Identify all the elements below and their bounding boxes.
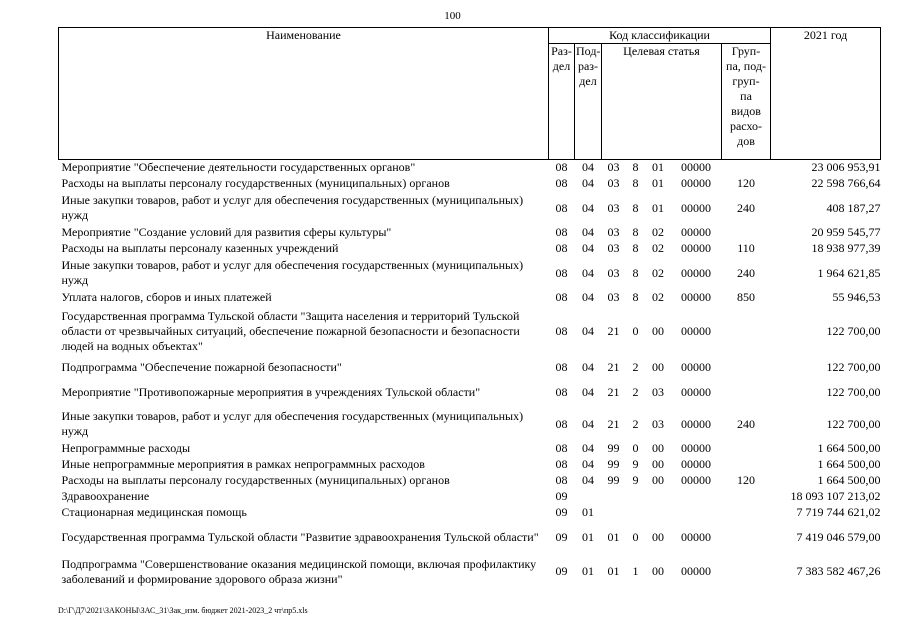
razdel-cell: 09 <box>555 489 568 503</box>
target-program-cell: 21 <box>607 323 620 338</box>
target-subprogram-cell: 2 <box>632 416 639 431</box>
target-program-cell: 03 <box>607 200 620 215</box>
table-row <box>59 521 881 554</box>
target-program-cell: 03 <box>607 225 620 239</box>
razdel-cell: 08 <box>555 225 568 239</box>
target-direction-cell: 00000 <box>681 200 711 215</box>
target-subprogram-cell: 0 <box>632 529 639 544</box>
target-event-cell: 02 <box>652 265 664 280</box>
target-direction-cell: 00000 <box>681 416 711 431</box>
razdel-cell: 08 <box>555 385 568 399</box>
target-event-cell: 02 <box>652 225 664 239</box>
target-subprogram-cell: 9 <box>632 473 639 487</box>
target-event-cell: 03 <box>652 416 664 431</box>
expense-group-cell: 120 <box>737 473 756 487</box>
podrazdel-cell: 04 <box>582 265 594 280</box>
target-program-cell: 03 <box>607 265 620 280</box>
razdel-cell: 09 <box>555 505 568 519</box>
podrazdel-cell: 04 <box>582 441 594 455</box>
target-subprogram-cell: 2 <box>632 359 639 374</box>
target-program-cell: 03 <box>607 290 620 304</box>
row-name-cell: Мероприятие "Создание условий для развития сферы культуры" <box>61 225 392 239</box>
expense-group-cell: 120 <box>737 176 756 190</box>
podrazdel-cell: 01 <box>582 529 594 544</box>
expense-group-cell <box>722 306 771 357</box>
row-name-cell: Иные закупки товаров, работ и услуг для обеспечения государственных (муниципальных) нужд <box>61 193 524 222</box>
amount-cell: 7 419 046 579,00 <box>796 529 881 544</box>
podrazdel-cell: 04 <box>582 225 594 239</box>
table-row <box>59 457 881 473</box>
razdel-cell: 08 <box>555 416 568 431</box>
podrazdel-cell: 04 <box>582 160 594 175</box>
target-subprogram-cell: 0 <box>632 323 639 338</box>
target-event-cell: 00 <box>652 441 664 455</box>
row-name-cell: Государственная программа Тульской области "Защита населения и территорий Тульской области от чрезвычайных ситуаций, обеспечение пожарной безопасности и безопасности людей на водных объектах" <box>61 308 520 353</box>
target-event-cell <box>646 489 671 505</box>
target-direction-cell: 00000 <box>681 176 711 190</box>
table-row <box>59 257 881 290</box>
target-event-cell: 02 <box>652 241 664 255</box>
target-event-cell: 03 <box>652 385 664 399</box>
razdel-cell: 08 <box>555 160 568 175</box>
target-subprogram-cell: 8 <box>632 160 639 175</box>
table-row <box>59 408 881 441</box>
table-row <box>59 505 881 521</box>
expense-group-cell <box>722 554 771 590</box>
amount-cell: 1 964 621,85 <box>817 265 881 280</box>
razdel-cell: 08 <box>555 265 568 280</box>
target-program-cell: 99 <box>607 457 620 471</box>
razdel-cell: 08 <box>555 323 568 338</box>
expense-group-cell: 850 <box>737 290 756 304</box>
target-direction-cell: 00000 <box>681 241 711 255</box>
table-header <box>59 28 881 160</box>
target-event-cell: 00 <box>652 564 664 578</box>
amount-cell: 122 700,00 <box>826 416 881 431</box>
table-row <box>59 176 881 192</box>
razdel-cell: 08 <box>555 241 568 255</box>
target-program-cell: 01 <box>607 529 620 544</box>
target-article-header: Целевая статья <box>602 44 722 160</box>
razdel-cell: 08 <box>555 441 568 455</box>
row-name-cell: Иные закупки товаров, работ и услуг для обеспечения государственных (муниципальных) нужд <box>61 258 524 287</box>
amount-cell: 1 664 500,00 <box>817 441 881 455</box>
podrazdel-cell: 04 <box>582 385 594 399</box>
target-subprogram-cell: 8 <box>632 290 639 304</box>
target-program-cell: 21 <box>607 385 620 399</box>
row-name-cell: Мероприятие "Противопожарные мероприятия в учреждениях Тульской области" <box>61 385 481 399</box>
target-program-cell: 03 <box>607 176 620 190</box>
table-row <box>59 160 881 176</box>
target-program-cell: 01 <box>607 564 620 578</box>
target-program-cell: 99 <box>607 441 620 455</box>
razdel-cell: 08 <box>555 200 568 215</box>
podrazdel-cell: 04 <box>582 359 594 374</box>
table-row <box>59 378 881 408</box>
target-direction-cell <box>671 505 722 521</box>
razdel-cell: 08 <box>555 290 568 304</box>
target-direction-cell: 00000 <box>681 323 711 338</box>
row-name-cell: Здравоохранение <box>61 489 150 503</box>
amount-cell: 122 700,00 <box>826 385 881 399</box>
podrazdel-cell: 04 <box>582 416 594 431</box>
amount-cell: 122 700,00 <box>826 359 881 374</box>
row-name-cell: Расходы на выплаты персоналу государственных (муниципальных) органов <box>61 176 450 190</box>
row-name-cell: Стационарная медицинская помощь <box>61 505 247 519</box>
target-subprogram-cell <box>626 489 646 505</box>
target-event-cell: 02 <box>652 290 664 304</box>
name-column-header: Наименование <box>59 28 549 160</box>
row-name-cell: Расходы на выплаты персоналу государственных (муниципальных) органов <box>61 473 450 487</box>
target-event-cell: 00 <box>652 323 664 338</box>
target-direction-cell: 00000 <box>681 564 711 578</box>
target-event-cell: 01 <box>652 160 664 175</box>
target-subprogram-cell: 8 <box>632 200 639 215</box>
target-program-cell <box>602 505 626 521</box>
razdel-cell: 08 <box>555 457 568 471</box>
podrazdel-cell: 04 <box>582 176 594 190</box>
row-name-cell: Непрограммные расходы <box>61 441 191 455</box>
row-name-cell: Государственная программа Тульской области "Развитие здравоохранения Тульской области" <box>61 529 539 544</box>
razdel-cell: 08 <box>555 473 568 487</box>
amount-cell: 23 006 953,91 <box>811 160 881 175</box>
target-event-cell: 00 <box>652 473 664 487</box>
row-name-cell: Иные непрограммные мероприятия в рамках непрограммных расходов <box>61 457 425 471</box>
row-name-cell: Иные закупки товаров, работ и услуг для обеспечения государственных (муниципальных) нужд <box>61 409 524 438</box>
expense-group-cell: 240 <box>737 416 756 431</box>
expense-group-cell <box>722 441 771 457</box>
podrazdel-cell: 04 <box>582 200 594 215</box>
razdel-cell: 09 <box>555 564 568 578</box>
target-subprogram-cell: 8 <box>632 265 639 280</box>
target-direction-cell: 00000 <box>681 385 711 399</box>
target-direction-cell <box>671 489 722 505</box>
table-row <box>59 290 881 306</box>
amount-cell: 7 719 744 621,02 <box>796 505 881 519</box>
target-program-cell: 03 <box>607 241 620 255</box>
amount-cell: 1 664 500,00 <box>817 473 881 487</box>
amount-cell: 18 938 977,39 <box>811 241 881 255</box>
target-event-cell: 01 <box>652 200 664 215</box>
target-program-cell: 03 <box>607 160 620 175</box>
year-column-header: 2021 год <box>771 28 881 160</box>
file-path-footer: D:\Г\Д7\2021\ЗАКОНЫ\ЗАС_31\Зак_изм. бюджет 2021-2023_2 чт\пр5.xls <box>58 606 308 615</box>
expense-group-cell: 240 <box>737 200 756 215</box>
table-row <box>59 241 881 257</box>
target-event-cell: 01 <box>652 176 664 190</box>
podrazdel-cell: 04 <box>582 323 594 338</box>
table-row <box>59 357 881 378</box>
target-subprogram-cell: 2 <box>632 385 639 399</box>
table-row <box>59 489 881 505</box>
razdel-column-header: Раз- дел <box>549 44 575 160</box>
podrazdel-cell: 01 <box>582 564 594 578</box>
target-subprogram-cell: 8 <box>632 176 639 190</box>
razdel-cell: 08 <box>555 176 568 190</box>
expense-group-cell <box>722 457 771 473</box>
amount-cell: 1 664 500,00 <box>817 457 881 471</box>
target-direction-cell: 00000 <box>681 457 711 471</box>
budget-table <box>58 27 881 590</box>
target-subprogram-cell: 1 <box>632 564 639 578</box>
table-row <box>59 192 881 225</box>
razdel-cell: 09 <box>555 529 568 544</box>
row-name-cell: Подпрограмма "Обеспечение пожарной безопасности" <box>61 359 342 374</box>
razdel-cell: 08 <box>555 359 568 374</box>
code-classification-header: Код классификации <box>549 28 771 44</box>
target-subprogram-cell: 8 <box>632 225 639 239</box>
target-direction-cell: 00000 <box>681 160 711 175</box>
table-row <box>59 554 881 590</box>
target-event-cell: 00 <box>652 359 664 374</box>
target-program-cell <box>602 489 626 505</box>
podrazdel-cell <box>575 489 602 505</box>
expense-group-cell: 240 <box>737 265 756 280</box>
target-program-cell: 21 <box>607 359 620 374</box>
row-name-cell: Расходы на выплаты персоналу казенных учреждений <box>61 241 339 255</box>
target-direction-cell: 00000 <box>681 225 711 239</box>
amount-cell: 7 383 582 467,26 <box>796 564 881 578</box>
expense-group-cell: 110 <box>737 241 755 255</box>
amount-cell: 18 093 107 213,02 <box>790 489 881 503</box>
target-direction-cell: 00000 <box>681 529 711 544</box>
target-subprogram-cell: 8 <box>632 241 639 255</box>
expense-group-cell <box>722 357 771 378</box>
target-direction-cell: 00000 <box>681 359 711 374</box>
target-subprogram-cell: 0 <box>632 441 639 455</box>
target-subprogram-cell: 9 <box>632 457 639 471</box>
amount-cell: 55 946,53 <box>832 290 881 304</box>
target-direction-cell: 00000 <box>681 441 711 455</box>
expense-group-cell <box>722 225 771 241</box>
target-event-cell <box>646 505 671 521</box>
expense-group-cell <box>722 521 771 554</box>
podrazdel-cell: 01 <box>582 505 594 519</box>
podrazdel-cell: 04 <box>582 457 594 471</box>
target-direction-cell: 00000 <box>681 290 711 304</box>
table-body <box>59 160 881 590</box>
table-row <box>59 473 881 489</box>
podrazdel-column-header: Под- раз- дел <box>575 44 602 160</box>
amount-cell: 20 959 545,77 <box>811 225 881 239</box>
target-program-cell: 99 <box>607 473 620 487</box>
target-direction-cell: 00000 <box>681 265 711 280</box>
row-name-cell: Мероприятие "Обеспечение деятельности государственных органов" <box>61 160 416 175</box>
page-number: 100 <box>444 10 461 22</box>
expense-group-cell <box>722 378 771 408</box>
target-program-cell: 21 <box>607 416 620 431</box>
podrazdel-cell: 04 <box>582 241 594 255</box>
amount-cell: 22 598 766,64 <box>811 176 881 190</box>
row-name-cell: Подпрограмма "Совершенствование оказания медицинской помощи, включая профилактику заболеваний и формирование здорового образа жизни" <box>61 556 537 586</box>
amount-cell: 122 700,00 <box>826 323 881 338</box>
table-row <box>59 225 881 241</box>
expense-group-cell <box>722 160 771 176</box>
expense-group-cell <box>722 505 771 521</box>
podrazdel-cell: 04 <box>582 290 594 304</box>
row-name-cell: Уплата налогов, сборов и иных платежей <box>61 290 272 304</box>
amount-cell: 408 187,27 <box>826 200 881 215</box>
target-direction-cell: 00000 <box>681 473 711 487</box>
target-event-cell: 00 <box>652 457 664 471</box>
target-subprogram-cell <box>626 505 646 521</box>
expense-group-cell <box>722 489 771 505</box>
podrazdel-cell: 04 <box>582 473 594 487</box>
group-column-header: Груп- па, под- груп- па видов расхо- дов <box>722 44 771 160</box>
table-row <box>59 441 881 457</box>
table-row <box>59 306 881 357</box>
target-event-cell: 00 <box>652 529 664 544</box>
